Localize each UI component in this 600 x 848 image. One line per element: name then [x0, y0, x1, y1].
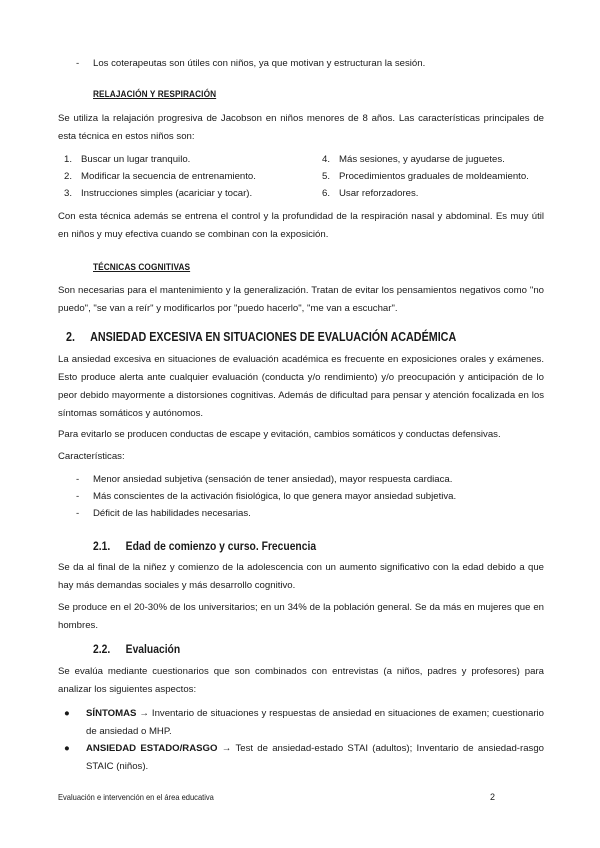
relajacion-intro: Se utiliza la relajación progresiva de Jacobson en niños menores de 8 años. Las características principales de esta técnica en estos niños son: [58, 113, 544, 142]
bullet-icon: ● [64, 708, 70, 719]
document-page: - Los coterapeutas son útiles con niños, ya que motivan y estructuran la sesión. RELAJACIÓN Y RESPIRACIÓN Se utiliza la relajación progresiva de Jacobson en niños menores de 8 años. Las características principales de esta técnica en estos niños son: 1. Buscar un lugar tranquilo. 2. Modificar la secuencia de entrenamiento. 3. Instrucciones simples (acariciar y tocar). 4. Más sesiones, y ayudarse de juguetes. 5. Procedimientos graduales de moldeamiento. 6. Usar reforzadores. Con esta técnica además se entrena el control y la profundidad de la respiración nasal y abdominal. Es muy útil en niños y muy efectiva cuando se combinan con la exposición. TÉCNICAS COGNITIVAS Son necesarias para el mantenimiento y la generalización. Tratan de evitar los pensamientos negativos como "no puedo", "se van a reír" y modificarlos por "puedo hacerlo", "me van a escuchar". 2. ANSIEDAD EXCESIVA EN SITUACIONES DE EVALUACIÓN ACADÉMICA La ansiedad excesiva en situaciones de evaluación académica es frecuente en exposiciones orales y exámenes. Esto produce alerta ante cualquier evaluación (conducta y/o rendimiento) y/o preocupación y anticipación de lo peor debido mayormente a distorsiones cognitivas. Además de dificultad para pensar y atención focalizada en los síntomas somáticos y autónomos. Para evitarlo se producen conductas de escape y evitación, cambios somáticos y conductas defensivas. Características: - Menor ansiedad subjetiva (sensación de tener ansiedad), mayor respuesta cardiaca. - Más conscientes de la activación fisiológica, lo que genera mayor ansiedad subjetiva. - Déficit de las habilidades necesarias. 2.1. Edad de comienzo y curso. Frecuencia Se da al final de la niñez y comienzo de la adolescencia con un aumento significativo con la edad debido a que hay más demandas sociales y más desarrollo cognitivo. Se produce en el 20-30% de los universitarios; en un 34% de la población general. Se da más en mujeres que en hombres. 2.2. Evaluación Se evalúa mediante cuestionarios que son combinados con entrevistas (a niños, padres y profesores) para analizar los siguientes aspectos: ● SÍNTOMAS → Inventario de situaciones y respuestas de ansiedad en situaciones de examen; cuestionario de ansiedad o MHP. ● ANSIEDAD ESTADO/RASGO → Test de ansiedad-estado STAI (adultos); Inventario de ansiedad-rasgo STAIC (niños). Evaluación e intervención en el área educativa 2 [58, 58, 544, 802]
list-item: 5. Procedimientos graduales de moldeamiento. [322, 171, 529, 182]
list-item: 1. Buscar un lugar tranquilo. [64, 154, 191, 165]
section-2-1-paragraph: Se da al final de la niñez y comienzo de la adolescencia con un aumento significativo con la edad debido a que hay más demandas sociales y más desarrollo cognitivo. [58, 562, 544, 591]
section-2-paragraph: La ansiedad excesiva en situaciones de evaluación académica es frecuente en exposiciones orales y exámenes. Esto produce alerta ante cualquier evaluación (conducta y/o rendimiento) y/o preocupación y anticipación de lo peor debido mayormente a distorsiones cognitivas. Además de dificultad para pensar y atención focalizada en los síntomas somáticos y autónomos. [58, 354, 544, 419]
section-2-2-heading: 2.2. Evaluación [93, 642, 181, 656]
relajacion-heading: RELAJACIÓN Y RESPIRACIÓN [93, 89, 217, 99]
list-item: ● ANSIEDAD ESTADO/RASGO → Test de ansiedad-estado STAI (adultos); Inventario de ansiedad-rasgo STAIC (niños). [58, 740, 544, 776]
section-2-1-heading: 2.1. Edad de comienzo y curso. Frecuencia [93, 539, 317, 553]
section-2-paragraph: Características: [58, 451, 125, 462]
list-item: 2. Modificar la secuencia de entrenamiento. [64, 171, 256, 182]
section-2-heading: 2. ANSIEDAD EXCESIVA EN SITUACIONES DE EVALUACIÓN ACADÉMICA [66, 330, 457, 344]
list-item: 6. Usar reforzadores. [322, 188, 419, 199]
relajacion-closing: Con esta técnica además se entrena el control y la profundidad de la respiración nasal y abdominal. Es muy útil en niños y muy efectiva cuando se combinan con la exposición. [58, 211, 544, 240]
footer-title: Evaluación e intervención en el área educativa [58, 792, 214, 802]
bullet-icon: ● [64, 743, 70, 754]
section-2-2-intro: Se evalúa mediante cuestionarios que son combinados con entrevistas (a niños, padres y profesores) para analizar los siguientes aspectos: [58, 666, 544, 695]
cognitivas-heading: TÉCNICAS COGNITIVAS [93, 262, 191, 272]
list-item: 3. Instrucciones simples (acariciar y tocar). [64, 188, 253, 199]
section-2-1-paragraph: Se produce en el 20-30% de los universitarios; en un 34% de la población general. Se da más en mujeres que en hombres. [58, 602, 544, 631]
list-item: ● SÍNTOMAS → Inventario de situaciones y respuestas de ansiedad en situaciones de examen; cuestionario de ansiedad o MHP. [58, 705, 544, 741]
cognitivas-text: Son necesarias para el mantenimiento y la generalización. Tratan de evitar los pensamientos negativos como "no puedo", "se van a reír" y modificarlos por "puedo hacerlo", "me van a escuchar". [58, 285, 544, 314]
list-item: 4. Más sesiones, y ayudarse de juguetes. [322, 154, 505, 165]
page-number: 2 [490, 792, 496, 802]
section-2-paragraph: Para evitarlo se producen conductas de escape y evitación, cambios somáticos y conductas defensivas. [58, 429, 501, 440]
